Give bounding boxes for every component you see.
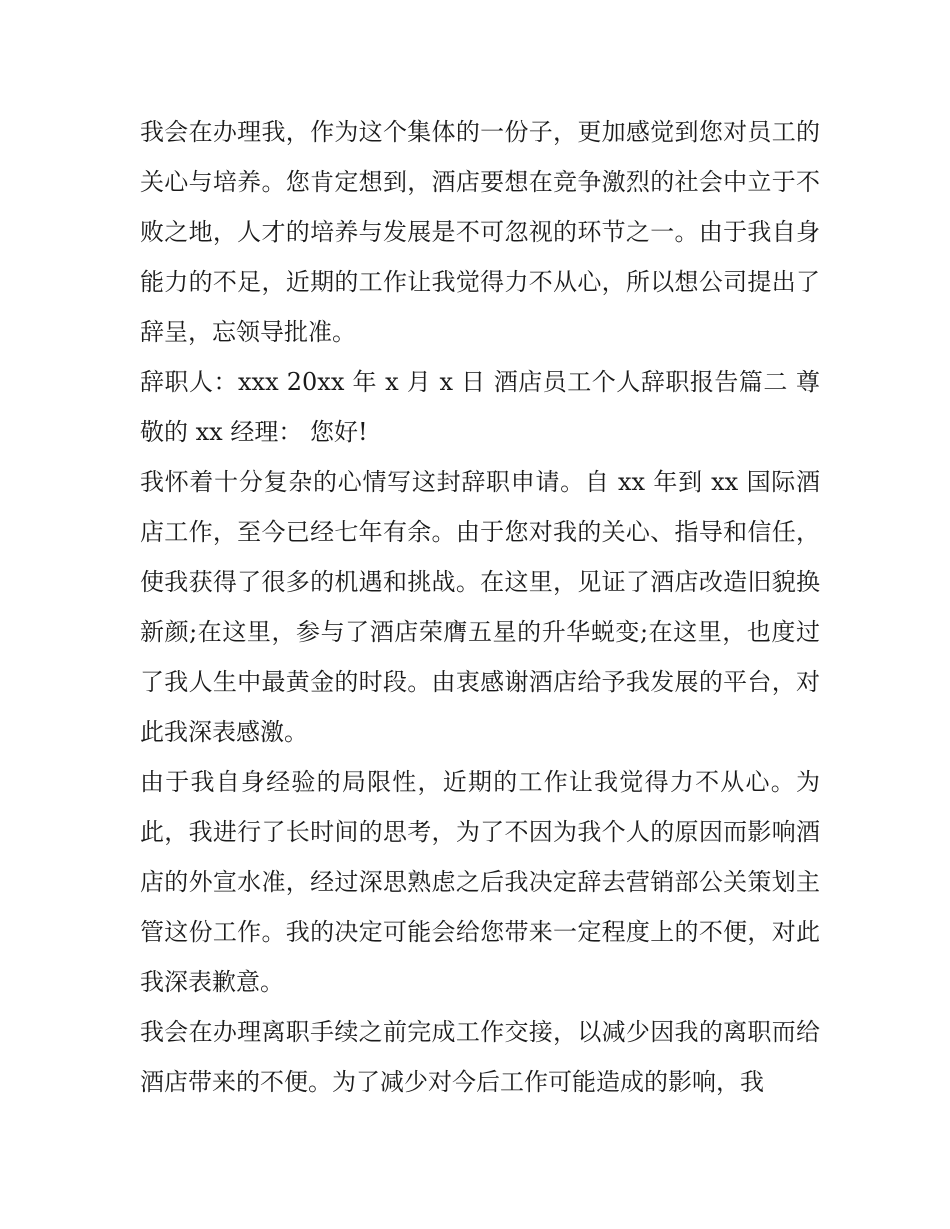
paragraph-2: 辞职人：xxx 20xx 年 x 月 x 日 酒店员工个人辞职报告篇二 尊敬的 xx 经理： 您好! bbox=[140, 368, 820, 446]
paragraph-5: 我会在办理离职手续之前完成工作交接，以减少因我的离职而给酒店带来的不便。为了减少对今后工作可能造成的影响，我 bbox=[140, 1018, 820, 1096]
paragraph-4: 由于我自身经验的局限性，近期的工作让我觉得力不从心。为此，我进行了长时间的思考，为了不因为我个人的原因而影响酒店的外宣水准，经过深思熟虑之后我决定辞去营销部公关策划主管这份工作。我的决定可能会给您带来一定程度上的不便，对此我深表歉意。 bbox=[140, 768, 820, 996]
document-body bbox=[140, 107, 820, 1107]
paragraph-1: 我会在办理我，作为这个集体的一份子，更加感觉到您对员工的关心与培养。您肯定想到，酒店要想在竞争激烈的社会中立于不败之地，人才的培养与发展是不可忽视的环节之一。由于我自身能力的不足，近期的工作让我觉得力不从心，所以想公司提出了辞呈，忘领导批准。 bbox=[140, 118, 820, 346]
paragraph-3: 我怀着十分复杂的心情写这封辞职申请。自 xx 年到 xx 国际酒店工作，至今已经七年有余。由于您对我的关心、指导和信任，使我获得了很多的机遇和挑战。在这里，见证了酒店改造旧貌换新颜;在这里，参与了酒店荣膺五星的升华蜕变;在这里，也度过了我人生中最黄金的时段。由衷感谢酒店给予我发展的平台，对此我深表感激。 bbox=[140, 468, 820, 746]
